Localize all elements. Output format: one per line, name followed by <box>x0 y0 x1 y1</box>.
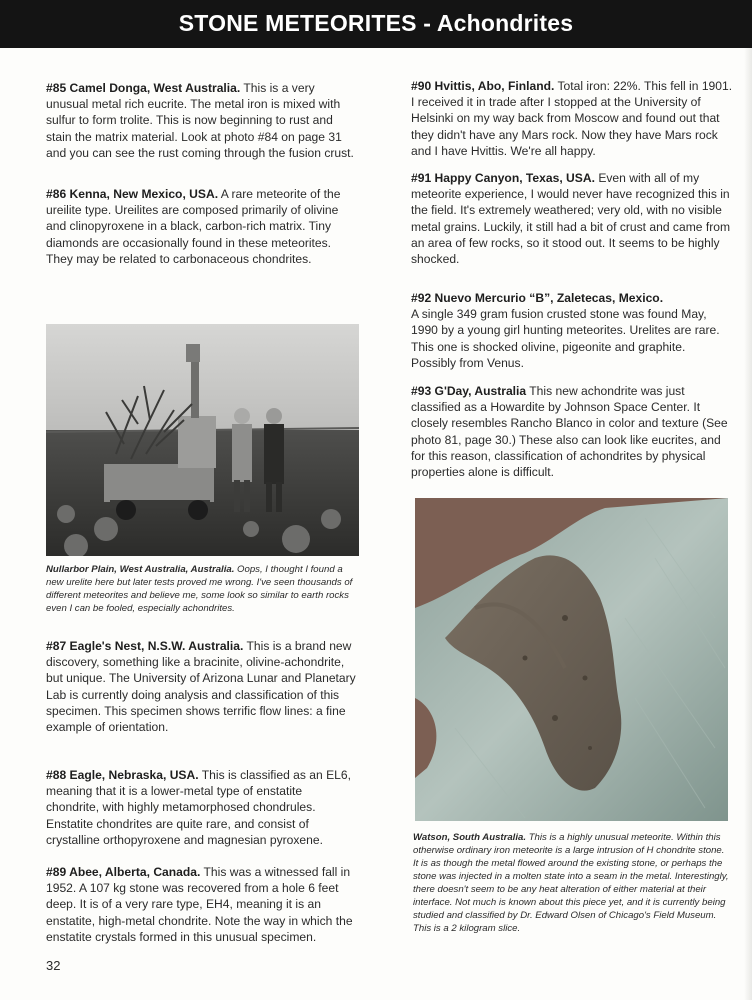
entry-89: #89 Abee, Alberta, Canada. This was a witnessed fall in 1952. A 107 kg stone was recovered from a hole 6 feet deep. It is of a very rare type, EH4, meaning it is an enstatite, high-metal chondrite. Note the way in which the enstatite crystals formed in this unusual specimen. <box>46 865 353 944</box>
page-number: 32 <box>46 958 61 973</box>
nullarbor-plain-photo <box>46 324 359 556</box>
watson-meteorite-photo <box>415 498 728 821</box>
page-header <box>0 0 752 48</box>
entry-93: #93 G'Day, Australia This new achondrite was just classified as a Howardite by Johnson Space Center. It closely resembles Rancho Blanco in color and texture (See photo 81, page 30.) These also can look like eucrites, and for this reason, classification of achondrites by physical properties alone is difficult. <box>411 384 728 480</box>
entry-85: #85 Camel Donga, West Australia. This is a very unusual metal rich eucrite. The metal iron is mixed with sulfur to form trolite. This is now beginning to rust and stain the matrix material. Look at photo #84 on page 31 and you can see the rust coming through the fusion crust. <box>46 81 354 160</box>
entry-90: #90 Hvittis, Abo, Finland. Total iron: 22%. This fell in 1901. I received it in trade after I stopped at the University of Helsinki on my way back from Moscow and found out that they didn't have any Mars rock. Now they have Mars rock and I have Hvittis. We're all happy. <box>411 79 733 158</box>
entry-91: #91 Happy Canyon, Texas, USA. Even with all of my meteorite experience, I would never have recognized this in the field. It's extremely weathered; very old, with no visible metal grains. Luckily, it still had a bit of crust and came from an area of few rocks, so it stood out. It seems to be highly shocked. <box>411 171 731 267</box>
entry-92: #92 Nuevo Mercurio “B”, Zaletecas, Mexico. A single 349 gram fusion crusted stone was found May, 1990 by a young girl hunting meteorites. Urelites are rare. This one is shocked olivine, pigeonite and graphite. Possibly from Venus. <box>411 291 720 370</box>
entry-86: #86 Kenna, New Mexico, USA. A rare meteorite of the ureilite type. Ureilites are composed primarily of olivine and clinopyroxene in a black, carbon-rich matrix. Tiny diamonds are occasionally found in these meteorites. They may be related to carbonaceous chondrites. <box>46 187 341 266</box>
page-title: STONE METEORITES - Achondrites <box>178 10 574 36</box>
page-edge-shade <box>744 48 752 1000</box>
entry-87: #87 Eagle's Nest, N.S.W. Australia. This is a brand new discovery, something like a bracinite, olivine-achondrite, but unique. The University of Arizona Lunar and Planetary Lab is currently doing analysis and classification of this specimen. This specimen shows terrific flow lines: a fine example of orientation. <box>46 639 356 735</box>
watson-caption: Watson, South Australia. This is a highly unusual meteorite. Within this otherwise ordinary iron meteorite is a large intrusion of H chondrite stone. It is as though the metal flowed around the existing stone, or perhaps the stone was injected in a molten state into a seam in the metal. Interestingly, there doesn't seem to be any heat alteration of either material at their interface. Not much is known about this piece yet, and it is currently being studied and classified by Dr. Edward Olsen of Chicago's Field Museum. This is a 2 kilogram slice. <box>413 832 729 934</box>
entry-88: #88 Eagle, Nebraska, USA. This is classified as an EL6, meaning that it is a lower-metal type of enstatite chondrite, with highly metamorphosed chondrules. Enstatite chondrites are quite rare, and consist of crystalline orthopyroxene and magnesian pyroxene. <box>46 768 351 847</box>
nullarbor-caption: Nullarbor Plain, West Australia, Australia. Oops, I thought I found a new urelite here but later tests proved me wrong. I've seen thousands of different meteorites and believe me, some look so similar to earth rocks even I can be fooled, especially achondrites. <box>46 564 353 614</box>
